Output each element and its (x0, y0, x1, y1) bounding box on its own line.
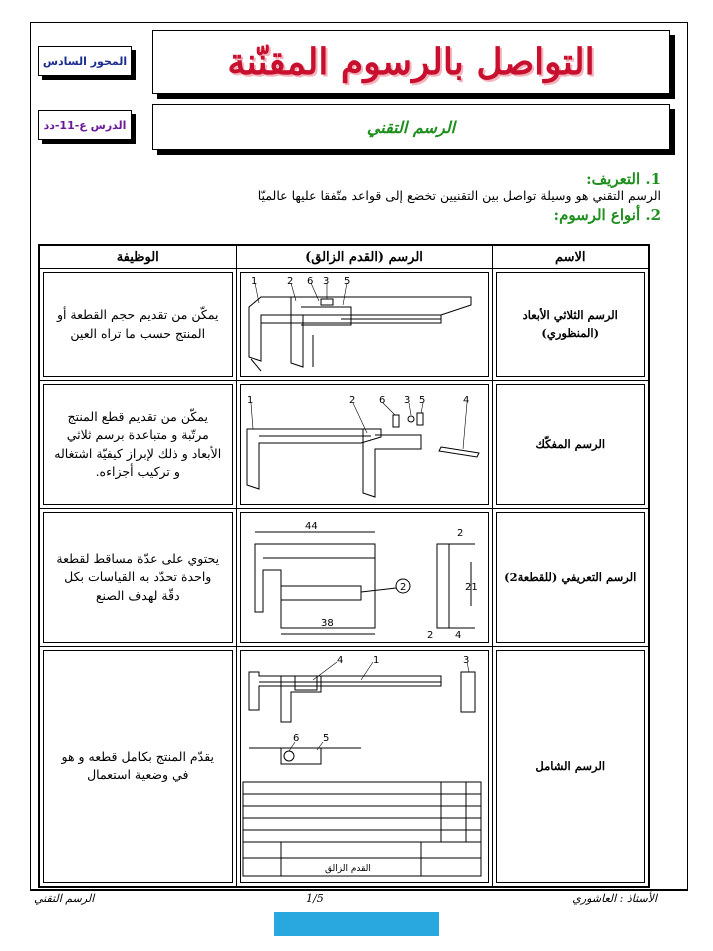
table-header-row (39, 245, 649, 269)
function-text: يحتوي على عدّة مساقط لقطعة واحدة تحدّد به القياسات بكل دقّة لهدف الصنع (56, 551, 220, 603)
definition-text: الرسم التقني هو وسيلة تواصل بين التقنيين تخضع إلى قواعد متّفقا عليها عالميّا (257, 188, 661, 203)
assembly-drawing (241, 652, 487, 880)
callout: 6 (293, 733, 300, 745)
callout: 2 (349, 394, 356, 406)
name-text: الرسم التعريفي (للقطعة2) (504, 569, 637, 584)
drawing-cell (240, 384, 489, 505)
callout: 6 (379, 394, 386, 406)
callout: 6 (307, 275, 314, 287)
function-cell (43, 650, 233, 883)
dimension-label: 2 (427, 629, 434, 640)
function-cell (43, 272, 233, 377)
dimension-label: 4 (455, 629, 462, 640)
name-cell (496, 384, 646, 505)
callout: 4 (463, 394, 470, 406)
subtitle-banner (152, 104, 670, 150)
bottom-color-bar (274, 912, 439, 936)
function-text: يقدّم المنتج بكامل قطعه و هو في وضعية استعمال (61, 749, 214, 783)
footer-page-number: 1/5 (306, 892, 324, 905)
function-text: يمكّن من تقديم قطع المنتج مرتّبة و متباعدة برسم ثلاثي الأبعاد و ذلك لإبراز كيفيّة اشتغاله و تركيب أجزاءه. (54, 409, 222, 479)
drawing-cell (240, 272, 489, 377)
table-row (39, 509, 649, 647)
callout: 5 (323, 733, 330, 745)
title-banner (152, 30, 670, 94)
dimension-label: 2 (457, 527, 464, 539)
callout: 3 (463, 655, 470, 667)
cartouche-title: القدم الزالق (325, 864, 371, 875)
footer-teacher: الأستاذ : العاشوري (572, 892, 657, 905)
function-cell (43, 512, 233, 643)
name-text: الرسم الشامل (535, 758, 606, 773)
page-title: التواصل بالرسوم المقنّنة (227, 41, 595, 83)
drawing-cell (240, 650, 489, 883)
callout: 3 (323, 275, 330, 287)
callout: 1 (251, 275, 258, 287)
table-row (39, 381, 649, 509)
callout: 2 (400, 581, 407, 593)
exploded-caliper-drawing (241, 389, 487, 501)
callout: 5 (344, 275, 351, 287)
function-cell (43, 384, 233, 505)
callout: 1 (247, 394, 254, 406)
types-heading: 2. أنواع الرسوم: (553, 206, 661, 224)
header-function: الوظيفة (39, 245, 236, 269)
table-row (39, 647, 649, 887)
table-row (39, 269, 649, 381)
name-cell (496, 272, 646, 377)
definition-heading: 1. التعريف: (586, 170, 661, 188)
name-text: الرسم المفكّك (535, 436, 606, 451)
lesson-badge: الدرس ع-11-دد (38, 110, 132, 140)
name-text: الرسم الثلاثي الأبعاد (المنظوري) (522, 308, 618, 340)
drawing-types-table (38, 244, 650, 888)
callout: 3 (404, 394, 411, 406)
axis-badge: المحور السادس (38, 46, 132, 76)
footer-subject: الرسم التقني (34, 892, 95, 905)
function-text: يمكّن من تقديم حجم القطعة أو المنتج حسب ما تراه العين (56, 307, 219, 341)
lesson-subtitle: الرسم التقني (366, 117, 456, 137)
name-cell (496, 650, 646, 883)
dimension-label: 21 (465, 581, 478, 593)
perspective-caliper-drawing (241, 275, 487, 375)
callout: 4 (337, 655, 344, 667)
header-drawing: الرسم (القدم الزالق) (236, 245, 492, 269)
dimension-label: 38 (321, 617, 334, 629)
callout: 5 (419, 394, 426, 406)
callout: 2 (287, 275, 294, 287)
header-name: الاسم (492, 245, 649, 269)
dimension-label: 44 (305, 520, 318, 532)
footer-divider (30, 890, 688, 891)
drawing-cell (240, 512, 489, 643)
name-cell (496, 512, 646, 643)
callout: 1 (373, 655, 380, 667)
definition-drawing (241, 516, 487, 640)
